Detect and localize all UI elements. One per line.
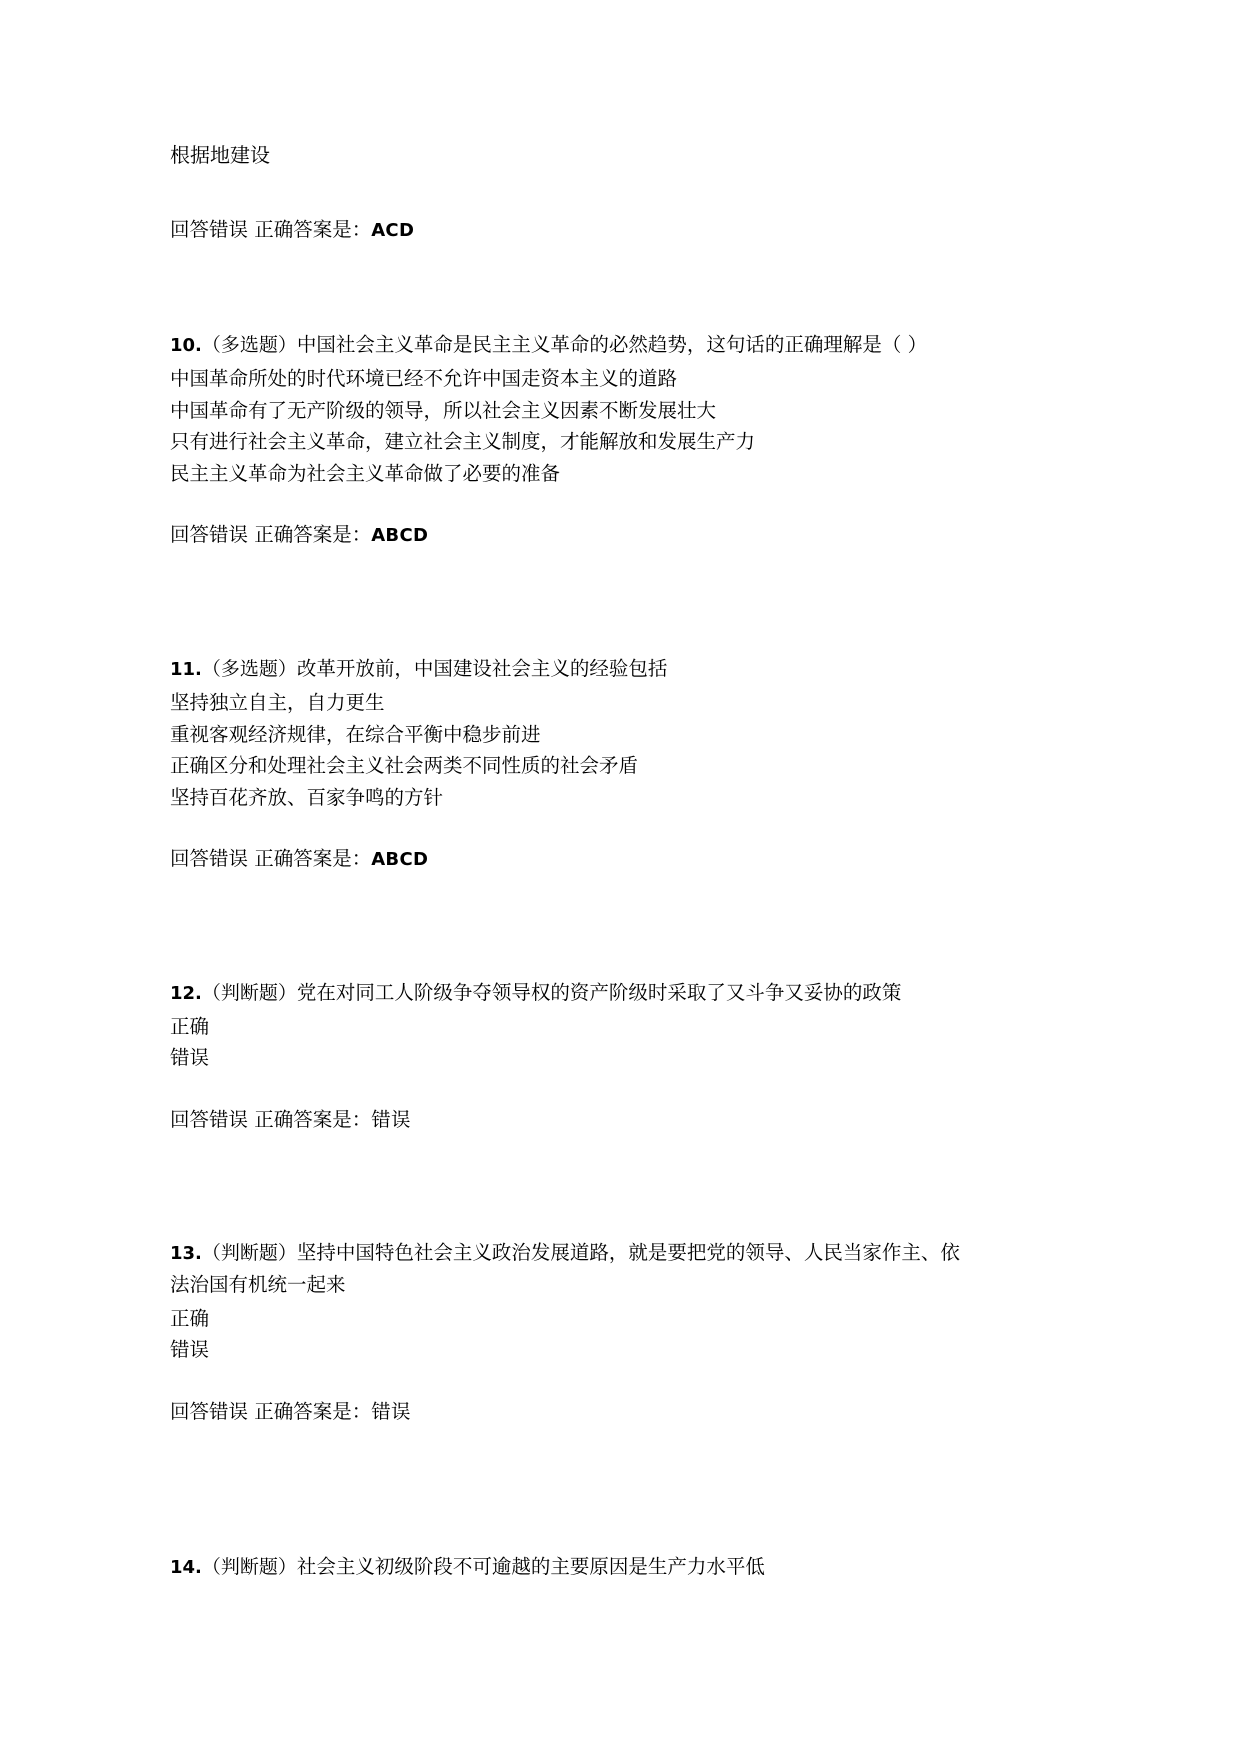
- section-gap: [170, 935, 1091, 977]
- question-text: 社会主义初级阶段不可逾越的主要原因是生产力水平低: [296, 1554, 765, 1578]
- continuation-text: 根据地建设: [170, 143, 270, 167]
- answer-prefix: 回答错误 正确答案是：: [170, 847, 372, 871]
- option-true[interactable]: 正确: [170, 1306, 210, 1330]
- answer-value: ABCD: [371, 849, 429, 871]
- question-type: （判断题）: [201, 1242, 297, 1265]
- question-type: （判断题）: [201, 982, 297, 1005]
- question-number: 11.: [170, 659, 202, 681]
- answer-prefix: 回答错误 正确答案是：: [170, 1107, 372, 1131]
- question-block-14: [170, 1551, 1091, 1583]
- question-number: 14.: [170, 1556, 202, 1578]
- question-text: 党在对同工人阶级争夺领导权的资产阶级时采取了又斗争又妥协的政策: [296, 981, 902, 1005]
- option-false[interactable]: 错误: [170, 1046, 210, 1070]
- answer-value: 错误: [371, 1399, 411, 1423]
- question-text: 改革开放前，中国建设社会主义的经验包括: [296, 657, 668, 681]
- section-gap: [170, 1487, 1091, 1551]
- question-block-10: [170, 329, 1091, 551]
- answer-value: 错误: [371, 1107, 411, 1131]
- option-c[interactable]: 只有进行社会主义革命，建立社会主义制度，才能解放和发展生产力: [170, 430, 756, 454]
- option-a[interactable]: 中国革命所处的时代环境已经不允许中国走资本主义的道路: [170, 367, 678, 391]
- question-block-13: [170, 1237, 1091, 1427]
- option-d[interactable]: 坚持百花齐放、百家争鸣的方针: [170, 785, 444, 809]
- question-type: （多选题）: [201, 334, 297, 357]
- question-type: （多选题）: [201, 658, 297, 681]
- option-b[interactable]: 中国革命有了无产阶级的领导，所以社会主义因素不断发展壮大: [170, 398, 717, 422]
- question-block-12: [170, 977, 1091, 1135]
- answer-line-10: [170, 519, 1091, 551]
- option-d[interactable]: 民主主义革命为社会主义革命做了必要的准备: [170, 461, 561, 485]
- answer-prefix: 回答错误 正确答案是：: [170, 523, 372, 547]
- answer-prefix: 回答错误 正确答案是：: [170, 1399, 372, 1423]
- answer-line-9: [170, 214, 1091, 246]
- continuation-block: [170, 140, 1091, 246]
- question-block-11: [170, 653, 1091, 875]
- question-number: 12.: [170, 983, 202, 1005]
- answer-line-12: [170, 1104, 1091, 1135]
- option-b[interactable]: 重视客观经济规律，在综合平衡中稳步前进: [170, 722, 541, 746]
- option-a[interactable]: 坚持独立自主，自力更生: [170, 690, 385, 714]
- section-gap: [170, 611, 1091, 653]
- answer-value: ABCD: [371, 525, 429, 547]
- question-stem-11: [170, 653, 960, 685]
- option-true[interactable]: 正确: [170, 1014, 210, 1038]
- answer-line-13: [170, 1396, 1091, 1427]
- option-false[interactable]: 错误: [170, 1338, 210, 1362]
- option-c[interactable]: 正确区分和处理社会主义社会两类不同性质的社会矛盾: [170, 754, 639, 778]
- section-gap: [170, 1195, 1091, 1237]
- question-type: （判断题）: [201, 1555, 297, 1578]
- question-text: 中国社会主义革命是民主主义革命的必然趋势，这句话的正确理解是（ ）: [296, 333, 928, 357]
- question-stem-14: [170, 1551, 960, 1583]
- answer-value: ACD: [371, 220, 415, 241]
- question-stem-12: [170, 977, 960, 1009]
- question-stem-10: [170, 329, 960, 361]
- question-stem-13: [170, 1237, 960, 1300]
- answer-line-11: [170, 843, 1091, 875]
- question-number: 13.: [170, 1243, 202, 1265]
- section-gap: [170, 265, 1091, 329]
- question-number: 10.: [170, 335, 202, 357]
- answer-prefix: 回答错误 正确答案是：: [170, 218, 372, 241]
- question-text: 坚持中国特色社会主义政治发展道路，就是要把党的领导、人民当家作主、依法治国有机统一起来: [170, 1241, 960, 1296]
